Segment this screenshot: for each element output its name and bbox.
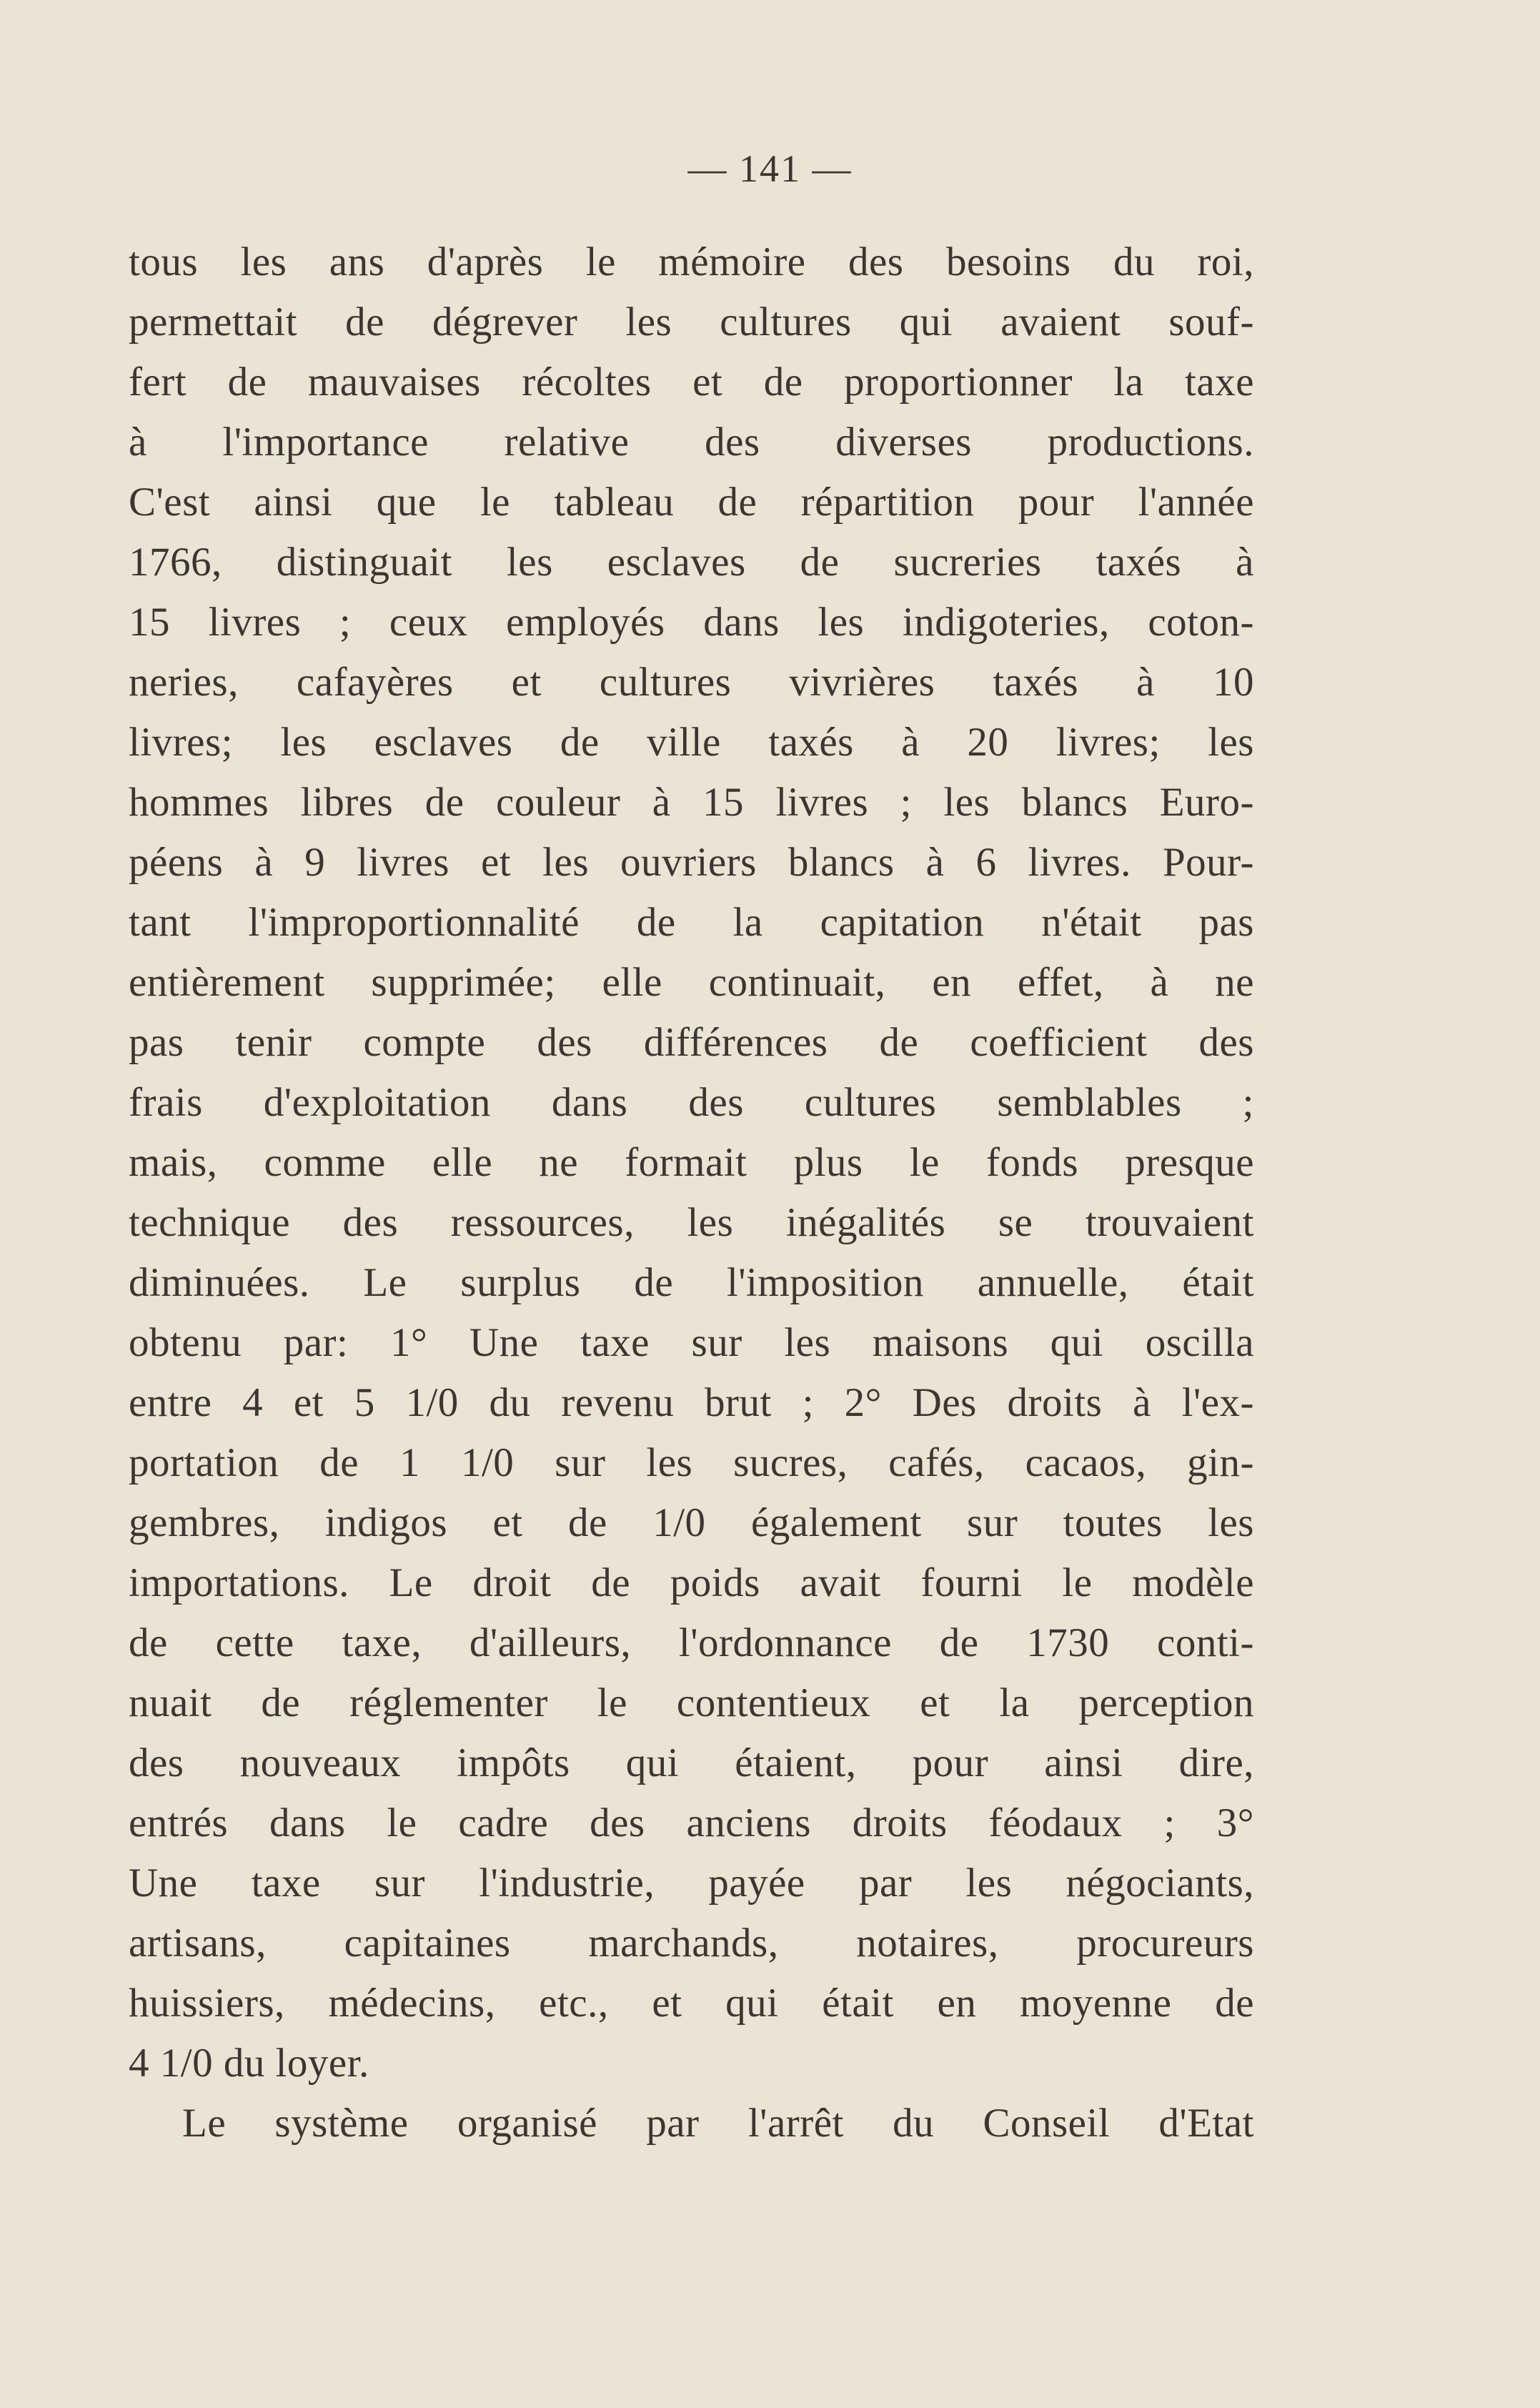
text-line: frais d'exploitation dans des cultures semblables ; bbox=[129, 1080, 1254, 1125]
text-line: péens à 9 livres et les ouvriers blancs à 6 livres. Pour- bbox=[129, 840, 1254, 885]
text-line: tous les ans d'après le mémoire des besoins du roi, bbox=[129, 239, 1254, 284]
text-line: Le système organisé par l'arrêt du Conseil d'Etat bbox=[182, 2101, 1254, 2146]
text-line: mais, comme elle ne formait plus le fonds presque bbox=[129, 1140, 1254, 1185]
text-line: artisans, capitaines marchands, notaires, procureurs bbox=[129, 1921, 1254, 1966]
text-line: technique des ressources, les inégalités se trouvaient bbox=[129, 1200, 1254, 1245]
text-line: hommes libres de couleur à 15 livres ; les blancs Euro- bbox=[129, 780, 1254, 825]
text-line: gembres, indigos et de 1/0 également sur toutes les bbox=[129, 1500, 1254, 1545]
text-line: neries, cafayères et cultures vivrières taxés à 10 bbox=[129, 660, 1254, 705]
text-line: à l'importance relative des diverses productions. bbox=[129, 420, 1254, 465]
text-line: des nouveaux impôts qui étaient, pour ainsi dire, bbox=[129, 1740, 1254, 1785]
text-line: C'est ainsi que le tableau de répartition pour l'année bbox=[129, 480, 1254, 525]
text-line: livres; les esclaves de ville taxés à 20 livres; les bbox=[129, 720, 1254, 765]
text-line: permettait de dégrever les cultures qui avaient souf- bbox=[129, 299, 1254, 345]
text-line: diminuées. Le surplus de l'imposition annuelle, était bbox=[129, 1260, 1254, 1305]
text-line: nuait de réglementer le contentieux et la perception bbox=[129, 1680, 1254, 1725]
text-line: tant l'improportionnalité de la capitation n'était pas bbox=[129, 900, 1254, 945]
text-line: 15 livres ; ceux employés dans les indigoteries, coton- bbox=[129, 600, 1254, 645]
text-line: entrés dans le cadre des anciens droits féodaux ; 3° bbox=[129, 1800, 1254, 1845]
text-line: portation de 1 1/0 sur les sucres, cafés, cacaos, gin- bbox=[129, 1440, 1254, 1485]
text-line: entièrement supprimée; elle continuait, en effet, à ne bbox=[129, 960, 1254, 1005]
text-line: huissiers, médecins, etc., et qui était en moyenne de bbox=[129, 1981, 1254, 2026]
page-number: — 141 — bbox=[687, 147, 853, 190]
text-line: obtenu par: 1° Une taxe sur les maisons qui oscilla bbox=[129, 1320, 1254, 1365]
text-line: entre 4 et 5 1/0 du revenu brut ; 2° Des droits à l'ex- bbox=[129, 1380, 1254, 1425]
text-line: de cette taxe, d'ailleurs, l'ordonnance de 1730 conti- bbox=[129, 1620, 1254, 1665]
text-line: 1766, distinguait les esclaves de sucreries taxés à bbox=[129, 540, 1254, 585]
text-line: 4 1/0 du loyer. bbox=[129, 2041, 369, 2086]
text-line: fert de mauvaises récoltes et de proportionner la taxe bbox=[129, 360, 1254, 405]
body-text bbox=[129, 232, 1254, 2154]
text-line: Une taxe sur l'industrie, payée par les négociants, bbox=[129, 1860, 1254, 1906]
text-line: importations. Le droit de poids avait fourni le modèle bbox=[129, 1560, 1254, 1605]
text-line: pas tenir compte des différences de coefficient des bbox=[129, 1020, 1254, 1065]
